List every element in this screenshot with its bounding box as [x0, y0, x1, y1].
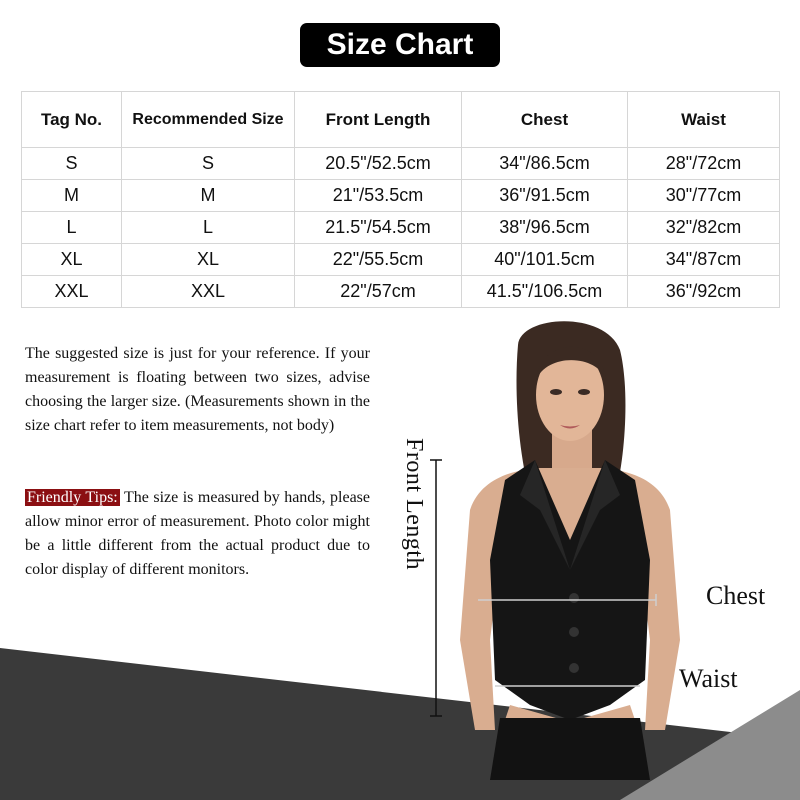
table-cell: XL [122, 244, 295, 276]
table-cell: XL [22, 244, 122, 276]
table-cell: L [22, 212, 122, 244]
table-cell: XXL [122, 276, 295, 308]
table-cell: 34"/87cm [628, 244, 780, 276]
table-cell: 36"/92cm [628, 276, 780, 308]
table-cell: 21.5"/54.5cm [295, 212, 462, 244]
table-cell: L [122, 212, 295, 244]
page-title: Size Chart [300, 23, 500, 67]
table-cell: 30"/77cm [628, 180, 780, 212]
table-cell: 22"/57cm [295, 276, 462, 308]
table-cell: S [122, 148, 295, 180]
chest-label: Chest [706, 581, 766, 610]
size-reference-note: The suggested size is just for your reference. If your measurement is floating between two sizes, advise choosing the larger size. (Measurements shown in the size chart refer to item measurements, not body) [25, 345, 370, 434]
table-cell: S [22, 148, 122, 180]
table-cell: 20.5"/52.5cm [295, 148, 462, 180]
header-waist: Waist [628, 92, 780, 148]
table-cell: 32"/82cm [628, 212, 780, 244]
table-cell: 22"/55.5cm [295, 244, 462, 276]
waist-label: Waist [679, 664, 738, 693]
header-recommended-size: Recommended Size [122, 92, 295, 148]
table-cell: XXL [22, 276, 122, 308]
header-front-length: Front Length [295, 92, 462, 148]
table-cell: 21"/53.5cm [295, 180, 462, 212]
table-cell: 41.5"/106.5cm [462, 276, 628, 308]
table-cell: 28"/72cm [628, 148, 780, 180]
table-cell: 38"/96.5cm [462, 212, 628, 244]
front-length-label: Front Length [401, 438, 427, 570]
friendly-tips-label: Friendly Tips: [27, 489, 118, 506]
friendly-tips-text: The size is measured by hands, please allow minor error of measurement. Photo color might be a little different from the actual product due to color display of different monitors. [25, 489, 370, 578]
table-cell: M [22, 180, 122, 212]
header-tag-no: Tag No. [22, 92, 122, 148]
table-cell: 36"/91.5cm [462, 180, 628, 212]
table-cell: M [122, 180, 295, 212]
header-chest: Chest [462, 92, 628, 148]
table-cell: 34"/86.5cm [462, 148, 628, 180]
table-cell: 40"/101.5cm [462, 244, 628, 276]
